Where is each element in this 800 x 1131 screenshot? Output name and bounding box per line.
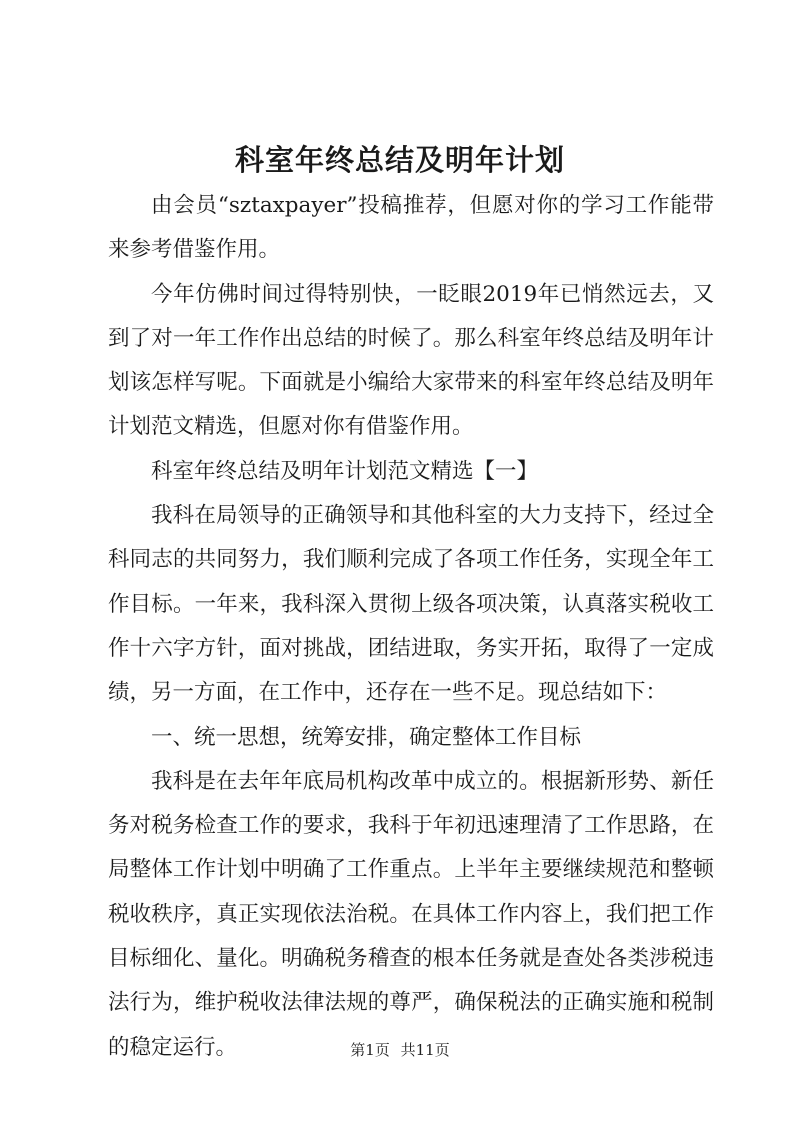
opening-paragraph: 今年仿佛时间过得特别快，一眨眼2019年已悄然远去，又到了对一年工作作出总结的时候了。那么科室年终总结及明年计划该怎样写呢。下面就是小编给大家带来的科室年终总结及明年计划范文精选，但愿对你有借鉴作用。 — [108, 281, 714, 440]
page-footer — [0, 1040, 800, 1060]
page-number: 第1页 — [350, 1041, 390, 1059]
summary-paragraph: 我科在局领导的正确领导和其他科室的大力支持下，经过全科同志的共同努力，我们顺利完成了各项工作任务，实现全年工作目标。一年来，我科深入贯彻上级各项决策，认真落实税收工作十六字方针，面对挑战，团结进取，务实开拓，取得了一定成绩，另一方面，在工作中，还存在一些不足。现总结如下： — [108, 503, 714, 706]
page-total: 共11页 — [400, 1041, 450, 1059]
subsection-heading: 一、统一思想，统筹安排，确定整体工作目标 — [151, 724, 582, 750]
page-title: 科室年终总结及明年计划 — [234, 143, 565, 177]
intro-paragraph: 由会员“sztaxpayer”投稿推荐，但愿对你的学习工作能带来参考借鉴作用。 — [108, 193, 714, 263]
document-body — [108, 184, 714, 1070]
section-heading: 科室年终总结及明年计划范文精选【一】 — [151, 458, 539, 484]
detail-paragraph: 我科是在去年年底局机构改革中成立的。根据新形势、新任务对税务检查工作的要求，我科于年初迅速理清了工作思路，在局整体工作计划中明确了工作重点。上半年主要继续规范和整顿税收秩序，真正实现依法治税。在具体工作内容上，我们把工作目标细化、量化。明确税务稽查的根本任务就是查处各类涉税违法行为，维护税收法律法规的尊严，确保税法的正确实施和税制的稳定运行。 — [108, 768, 714, 1060]
